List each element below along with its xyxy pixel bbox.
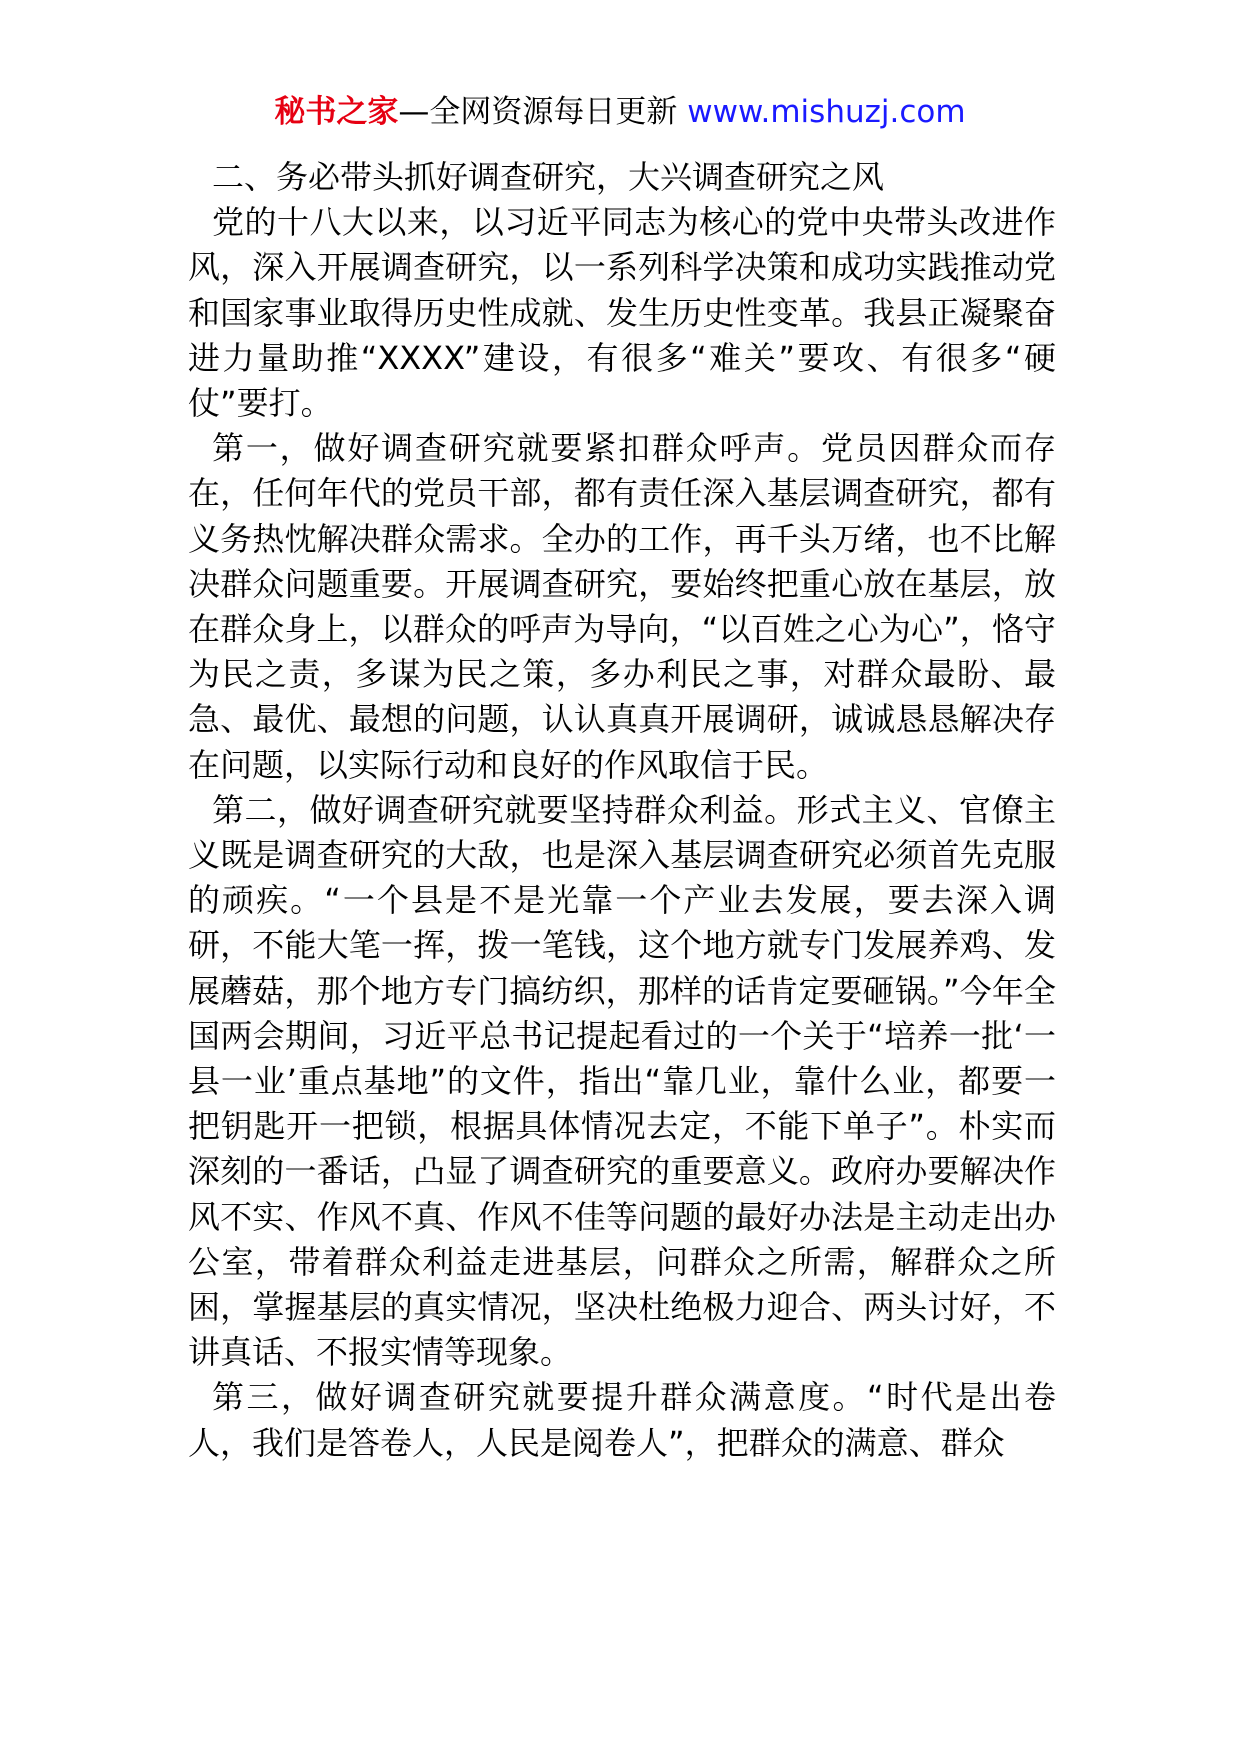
site-url-link[interactable]: www.mishuzj.com bbox=[687, 94, 966, 130]
paragraph-first: 第一，做好调查研究就要紧扣群众呼声。党员因群众而存在，任何年代的党员干部，都有责任深入基层调查研究，都有义务热忱解决群众需求。全办的工作，再千头万绪，也不比解决群众问题重要。开展调查研究，要始终把重心放在基层，放在群众身上，以群众的呼声为导向，“以百姓之心为心”，恪守为民之责，多谋为民之策，多办利民之事，对群众最盼、最急、最优、最想的问题，认认真真开展调研，诚诚恳恳解决存在问题，以实际行动和良好的作风取信于民。 bbox=[188, 429, 1056, 784]
paragraph-second: 第二，做好调查研究就要坚持群众利益。形式主义、官僚主义既是调查研究的大敌，也是深入基层调查研究必须首先克服的顽疾。“一个县是不是光靠一个产业去发展，要去深入调研，不能大笔一挥，拨一笔钱，这个地方就专门发展养鸡、发展蘑菇，那个地方专门搞纺织，那样的话肯定要砸锅。”今年全国两会期间，习近平总书记提起看过的一个关于“培养一批‘一县一业’重点基地”的文件，指出“靠几业，靠什么业，都要一把钥匙开一把锁，根据具体情况去定，不能下单子”。朴实而深刻的一番话，凸显了调查研究的重要意义。政府办要解决作风不实、作风不真、作风不佳等问题的最好办法是主动走出办公室，带着群众利益走进基层，问群众之所需，解群众之所困，掌握基层的真实情况，坚决杜绝极力迎合、两头讨好，不讲真话、不报实情等现象。 bbox=[188, 790, 1056, 1372]
paragraph-third: 第三，做好调查研究就要提升群众满意度。“时代是出卷人，我们是答卷人，人民是阅卷人”，把群众的满意、群众 bbox=[188, 1378, 1056, 1462]
page-header bbox=[0, 92, 1240, 132]
section-heading: 二、务必带头抓好调查研究，大兴调查研究之风 bbox=[212, 158, 885, 196]
paragraph-intro: 党的十八大以来，以习近平同志为核心的党中央带头改进作风，深入开展调查研究，以一系列科学决策和成功实践推动党和国家事业取得历史性成就、发生历史性变革。我县正凝聚奋进力量助推“XXXX”建设，有很多“难关”要攻、有很多“硬仗”要打。 bbox=[188, 203, 1056, 423]
article-body bbox=[188, 155, 1056, 1466]
header-tagline: —全网资源每日更新 bbox=[398, 94, 688, 130]
brand-name: 秘书之家 bbox=[274, 94, 399, 130]
